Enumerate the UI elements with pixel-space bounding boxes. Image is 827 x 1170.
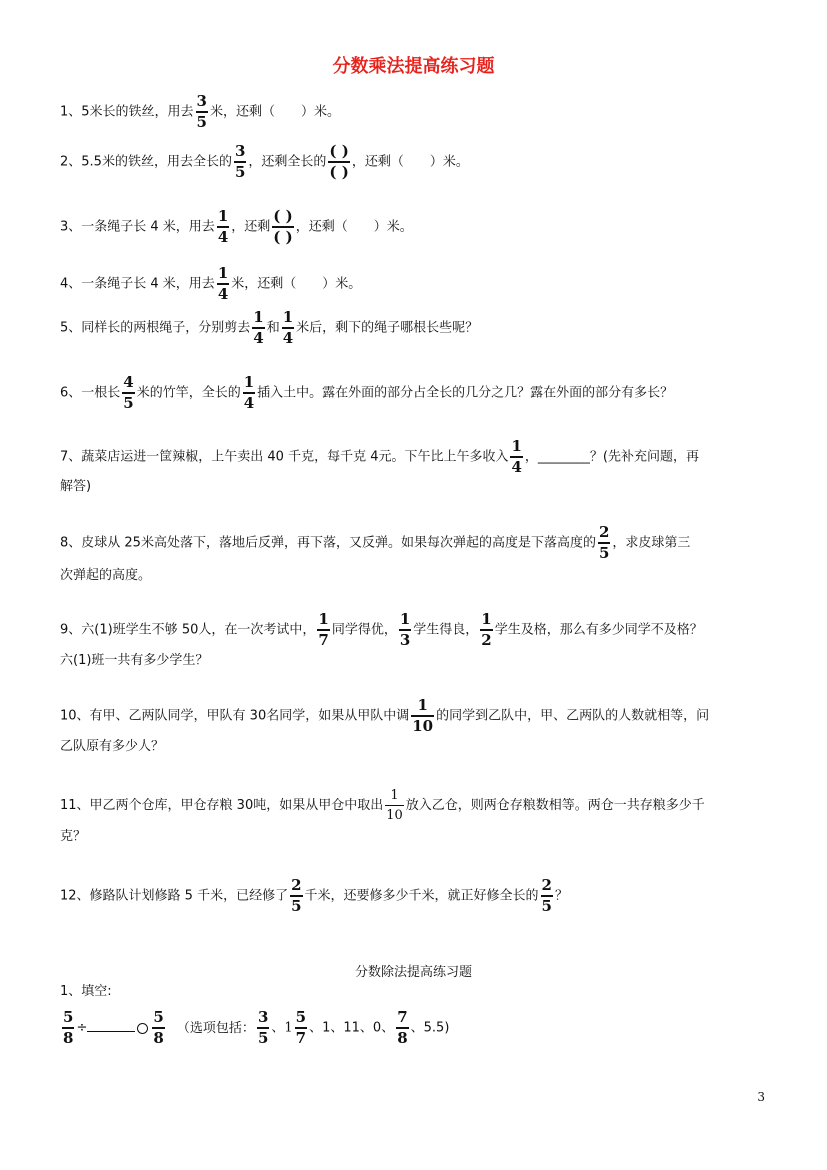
q10-text-a: 10、有甲、乙两队同学，甲队有 30名同学，如果从甲队中调: [60, 708, 410, 724]
q7-fraction: [510, 438, 522, 476]
question-5: [60, 309, 478, 347]
numerator: 5: [63, 1008, 74, 1026]
question-10-cont: 乙队原有多少人？: [60, 739, 165, 754]
denominator: 8: [153, 1029, 164, 1047]
denominator: 5: [234, 163, 246, 181]
numerator: 2: [541, 876, 552, 894]
q5-text-c: 米后，剩下的绳子哪根长些呢？: [296, 320, 479, 336]
q6-text-b: 米的竹竿，全长的: [136, 385, 241, 401]
denominator: 4: [282, 329, 294, 347]
section-2-title: 分数除法提高练习题: [354, 965, 472, 980]
q2-text-b: ，还剩全长的: [248, 154, 327, 170]
denominator: ( ): [273, 228, 293, 246]
numerator: 1: [217, 264, 229, 282]
numerator: 2: [291, 876, 302, 894]
numerator: 1: [217, 207, 229, 225]
s2q1-fraction-left: [62, 1009, 74, 1047]
numerator: 4: [123, 373, 134, 391]
question-9-cont: 六(1)班一共有多少学生？: [60, 653, 209, 668]
q3-text-a: 3、一条绳子长 4 米，用去: [60, 219, 215, 235]
q6-fraction-2: [243, 374, 255, 412]
question-11: [60, 787, 705, 824]
q6-text-c: 插入土中。露在外面的部分占全长的几分之几？露在外面的部分有多长？: [257, 385, 674, 401]
option-fraction-2: [295, 1009, 307, 1047]
option-fraction-1: [257, 1009, 269, 1047]
q4-text-a: 4、一条绳子长 4 米，用去: [60, 276, 215, 292]
q6-text-a: 6、一根长: [60, 385, 121, 401]
question-6: [60, 374, 673, 412]
s2q1-fraction-right: [152, 1009, 164, 1047]
numerator: 1: [511, 437, 522, 455]
q12-fraction-1: [290, 877, 302, 915]
q9-fraction-2: [399, 611, 411, 649]
q3-fraction-blank: [272, 208, 293, 246]
options-prefix: （选项包括：: [176, 1020, 255, 1036]
question-12: [60, 877, 568, 915]
q2-fraction-1: [234, 143, 246, 181]
numerator: 2: [598, 523, 610, 541]
numerator: 1: [243, 373, 255, 391]
numerator: 1: [481, 610, 492, 628]
denominator: 5: [291, 897, 302, 915]
denominator: 5: [123, 394, 134, 412]
option-mixed-whole: 1: [284, 1020, 293, 1036]
q5-text-b: 和: [266, 320, 280, 336]
q7-text-b: ，________？(先补充问题，再: [524, 449, 699, 465]
denominator: 4: [217, 228, 229, 246]
page-number: 3: [757, 1090, 765, 1104]
q7-text-a: 7、蔬菜店运进一筐辣椒，上午卖出 40 千克，每千克 4元。下午比上午多收入: [60, 449, 509, 465]
denominator: ( ): [329, 163, 349, 181]
q9-fraction-1: [317, 611, 329, 649]
q9-text-a: 9、六(1)班学生不够 50人，在一次考试中，: [60, 622, 316, 638]
q3-fraction-1: [217, 208, 229, 246]
q5-fraction-1: [252, 309, 264, 347]
question-3: [60, 208, 413, 246]
question-8-cont: 次弹起的高度。: [60, 568, 152, 583]
q10-text-b: 的同学到乙队中，甲、乙两队的人数就相等，问: [436, 708, 710, 724]
numerator: 1: [390, 788, 399, 803]
question-7-cont: 解答): [60, 479, 92, 494]
denominator: 8: [397, 1029, 408, 1047]
q11-text-a: 11、甲乙两个仓库，甲仓存粮 30吨，如果从甲仓中取出: [60, 798, 384, 813]
question-1: [60, 93, 340, 131]
question-2: [60, 143, 469, 181]
question-11-cont: 克？: [60, 829, 87, 844]
q11-text-b: 放入乙仓，则两仓存粮数相等。两仓一共存粮多少千: [405, 798, 705, 813]
q2-text-c: ，还剩（ ）米。: [351, 154, 469, 170]
denominator: 4: [253, 329, 264, 347]
question-10: [60, 697, 709, 735]
q12-text-b: 千米，还要修多少千米，就正好修全长的: [304, 888, 539, 904]
q9-text-d: 学生及格，那么有多少同学不及格？: [494, 622, 703, 638]
q5-fraction-2: [282, 309, 294, 347]
fraction-bar: [385, 805, 404, 806]
q4-text-b: 米，还剩（ ）米。: [231, 276, 362, 292]
section-2-question-1: [60, 1009, 449, 1047]
q5-text-a: 5、同样长的两根绳子，分别剪去: [60, 320, 251, 336]
q2-fraction-blank: [328, 143, 349, 181]
option-separator: 、: [271, 1020, 285, 1036]
numerator: 5: [153, 1008, 164, 1026]
answer-blank[interactable]: [87, 1019, 135, 1032]
q4-fraction: [217, 265, 229, 303]
question-4: [60, 265, 361, 303]
numerator: 1: [282, 308, 294, 326]
page-title: 分数乘法提高练习题: [332, 56, 495, 77]
q8-text-a: 8、皮球从 25米高处落下，落地后反弹，再下落，又反弹。如果每次弹起的高度是下落高度的: [60, 535, 596, 551]
denominator: 7: [295, 1029, 307, 1047]
numerator: 3: [257, 1008, 269, 1026]
question-7: [60, 438, 699, 476]
q12-fraction-2: [541, 877, 553, 915]
numerator: 1: [417, 696, 428, 714]
section-2-question-1-label: 1、填空:: [60, 984, 112, 999]
question-9: [60, 611, 703, 649]
numerator: 5: [295, 1008, 307, 1026]
divide-sign: ÷: [76, 1020, 88, 1036]
denominator: 5: [196, 113, 207, 131]
q9-fraction-3: [480, 611, 492, 649]
q8-fraction: [598, 524, 610, 562]
denominator: 4: [217, 285, 229, 303]
q1-text-b: 米，还剩（ ）米。: [209, 104, 340, 120]
q3-text-b: ，还剩: [231, 219, 271, 235]
q1-fraction: [196, 93, 208, 131]
denominator: 10: [386, 808, 403, 823]
question-8: [60, 524, 690, 562]
denominator: 3: [399, 631, 411, 649]
numerator: 3: [234, 142, 246, 160]
q12-text-c: ？: [554, 888, 568, 904]
q9-text-b: 同学得优，: [331, 622, 397, 638]
denominator: 8: [63, 1029, 74, 1047]
q1-text-a: 1、5米长的铁丝，用去: [60, 104, 194, 120]
denominator: 4: [511, 458, 522, 476]
denominator: 5: [541, 897, 552, 915]
q8-text-b: ，求皮球第三: [612, 535, 691, 551]
q12-text-a: 12、修路队计划修路 5 千米，已经修了: [60, 888, 289, 904]
options-middle: 、1、11、0、: [309, 1020, 395, 1036]
option-fraction-3: [396, 1009, 408, 1047]
numerator: 1: [399, 610, 411, 628]
q11-fraction: [385, 787, 404, 824]
numerator: 3: [196, 92, 207, 110]
numerator: 7: [397, 1008, 408, 1026]
denominator: 5: [257, 1029, 269, 1047]
denominator: 4: [243, 394, 255, 412]
options-end: 、5.5): [410, 1020, 450, 1036]
denominator: 5: [598, 544, 610, 562]
numerator: 1: [253, 308, 264, 326]
denominator: 7: [318, 631, 329, 649]
numerator: 1: [318, 610, 329, 628]
q6-fraction-1: [122, 374, 134, 412]
denominator: 2: [481, 631, 492, 649]
numerator: ( ): [273, 207, 293, 225]
numerator: ( ): [329, 142, 349, 160]
q3-text-c: ，还剩（ ）米。: [295, 219, 413, 235]
q9-text-c: 学生得良，: [413, 622, 479, 638]
denominator: 10: [412, 717, 434, 735]
q10-fraction: [411, 697, 434, 735]
compare-circle-icon[interactable]: [137, 1023, 148, 1034]
q2-text-a: 2、5.5米的铁丝，用去全长的: [60, 154, 232, 170]
